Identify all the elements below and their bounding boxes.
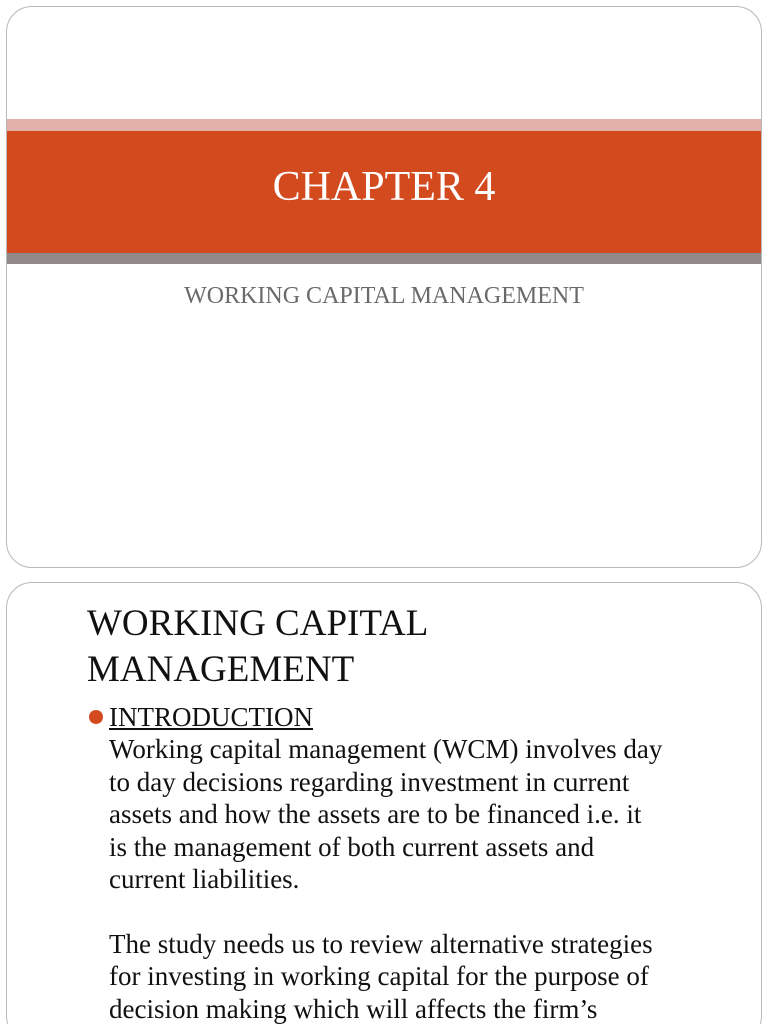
body-line: assets and how the assets are to be financed i.e. it xyxy=(109,799,642,829)
bullet-dot-icon xyxy=(89,710,103,724)
slide-2 xyxy=(6,582,762,1024)
slide-1 xyxy=(6,6,762,568)
slide-title xyxy=(87,601,647,693)
slide-title-line: WORKING CAPITAL xyxy=(87,603,429,644)
chapter-subtitle: WORKING CAPITAL MANAGEMENT xyxy=(184,283,584,309)
body-line: for investing in working capital for the purpose of xyxy=(109,961,649,991)
body-line: to day decisions regarding investment in current xyxy=(109,766,630,797)
bullet-heading: INTRODUCTION xyxy=(109,702,313,732)
body-line: current liabilities. xyxy=(109,864,300,894)
body-line: Working capital management (WCM) involves day xyxy=(109,734,663,764)
slide-title-line: MANAGEMENT xyxy=(87,649,355,690)
title-band-bottom-stripe xyxy=(7,253,761,264)
chapter-title: CHAPTER 4 xyxy=(272,164,496,210)
title-band-top-stripe xyxy=(7,119,761,131)
bullet-body xyxy=(109,733,739,1024)
body-line: The study needs us to review alternative strategies xyxy=(109,928,653,959)
paragraph-gap xyxy=(109,896,739,928)
body-line: is the management of both current assets and xyxy=(109,831,595,862)
body-line: decision making which will affects the firm’s xyxy=(109,993,598,1024)
